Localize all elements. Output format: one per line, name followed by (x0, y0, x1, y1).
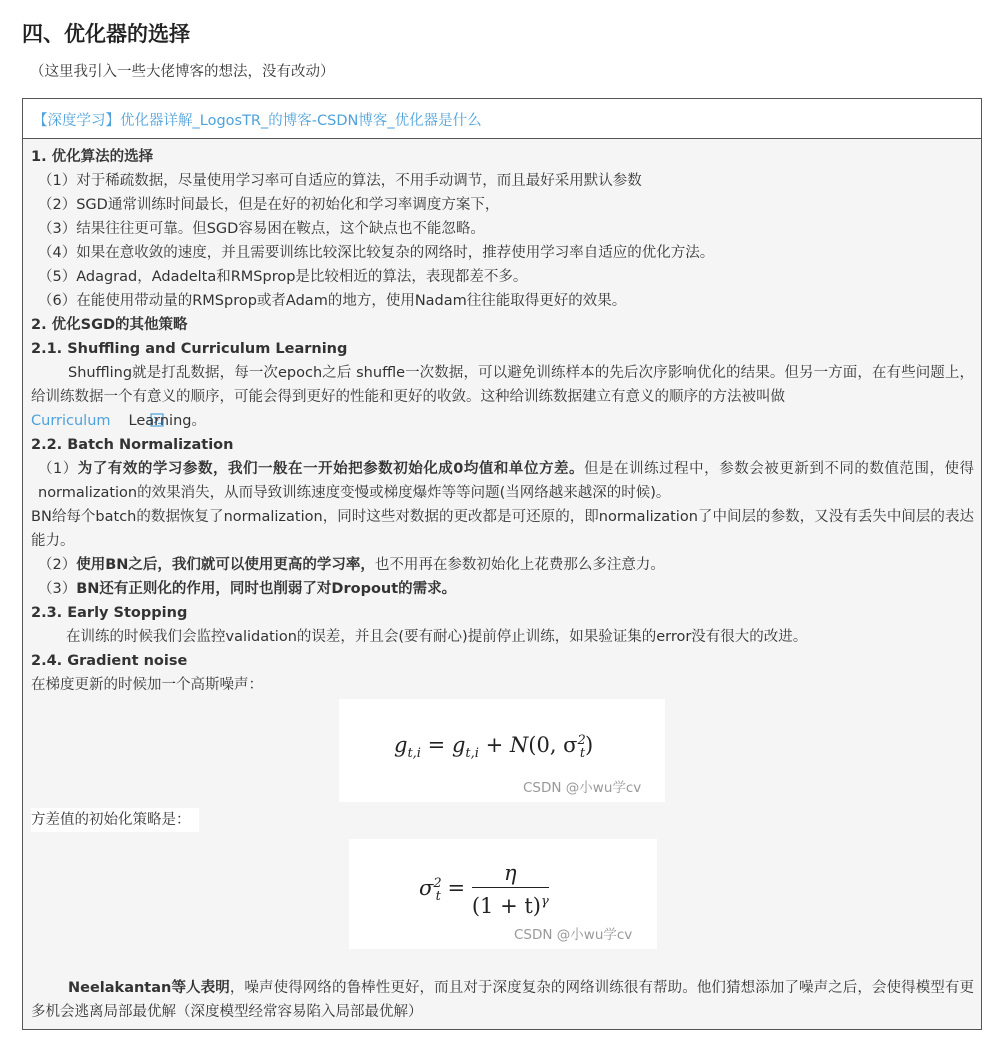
subsection-heading: 2.4. Gradient noise (31, 653, 188, 669)
item-number: （1） (38, 461, 78, 477)
paragraph (31, 577, 974, 601)
paragraph (31, 976, 974, 1024)
paragraph (31, 553, 974, 577)
csdn-watermark: CSDN @小wu学cv (514, 927, 633, 943)
curriculum-link[interactable]: Curriculum (31, 413, 111, 429)
list-item: （6）在能使用带动量的RMSprop或者Adam的地方，使用Nadam往往能取得更好的效果。 (38, 293, 627, 309)
csdn-watermark: CSDN @小wu学cv (523, 780, 642, 796)
variance-label: 方差值的初始化策略是： (31, 808, 199, 832)
paragraph-text: Shuffling就是打乱数据，每一次epoch之后 shuffle一次数据，可以避免训练样本的先后次序影响优化的结果。但另一方面，在有些问题上，给训练数据一个有意义的顺序，可能会得到更好的性能和更好的收敛。这种给训练数据建立有意义的顺序的方法被叫做 (31, 365, 974, 405)
paragraph (31, 361, 974, 433)
reference-link[interactable]: 【深度学习】优化器详解_LogosTR_的博客-CSDN博客_优化器是什么 (33, 113, 482, 129)
formula-expression: $\sigma^2_t$ = $\frac{\eta}{(1 + t)^\gamma}$ (419, 861, 549, 918)
section-heading: 1. 优化算法的选择 (31, 149, 154, 165)
item-number: （2） (38, 557, 77, 573)
paragraph-text: 但是在训练过程中，参数会被更新到不同的数值范围，使得normalization的效果消失，从而导致训练速度变慢或梯度爆炸等等问题(当网络越来越深的时候)。 (38, 461, 975, 501)
paragraph (31, 808, 974, 832)
paragraph: BN给每个batch的数据恢复了normalization，同时这些对数据的更改都是可还原的，即normalization了中间层的参数，又没有丢失中间层的表达能力。 (31, 509, 974, 549)
reference-link-box (23, 99, 981, 139)
section-heading: 2. 优化SGD的其他策略 (31, 317, 188, 333)
blockquote (22, 98, 982, 1030)
variance-formula-image (349, 839, 657, 949)
quote-content (23, 139, 981, 1024)
subsection-heading: 2.1. Shuffling and Curriculum Learning (31, 341, 348, 357)
paragraph-text: ，噪声使得网络的鲁棒性更好，而且对于深度复杂的网络训练很有帮助。他们猜想添加了噪声之后，会使得模型有更多机会逃离局部最优解（深度模型经常容易陷入局部最优解） (31, 980, 974, 1020)
section-note: （这里我引入一些大佬博客的想法，没有改动） (30, 64, 335, 80)
list-item: （1）对于稀疏数据，尽量使用学习率可自适应的算法，不用手动调节，而且最好采用默认参数 (38, 173, 642, 189)
fraction: $\frac{\eta}{(1 + t)^\gamma}$ (471, 861, 549, 918)
list-item: （5）Adagrad，Adadelta和RMSprop是比较相近的算法，表现都差不多。 (38, 269, 528, 285)
bold-text: Neelakantan等人表明 (68, 980, 230, 996)
list-item: （2）SGD通常训练时间最长，但是在好的初始化和学习率调度方案下， (38, 197, 500, 213)
paragraph-text: 也不用再在参数初始化上花费那么多注意力。 (374, 557, 665, 573)
list-item: （4）如果在意收敛的速度，并且需要训练比较深比较复杂的网络时，推荐使用学习率自适应的优化方法。 (38, 245, 715, 261)
article-section-title: 四、优化器的选择 (22, 22, 190, 46)
paragraph-tail: Learning。 (128, 413, 206, 429)
item-number: （3） (38, 581, 77, 597)
list-item: （3）结果往往更可靠。但SGD容易困在鞍点，这个缺点也不能忽略。 (38, 221, 485, 237)
paragraph (31, 457, 974, 505)
paragraph: 在训练的时候我们会监控validation的误差，并且会(要有耐心)提前停止训练，如果验证集的error没有很大的改进。 (66, 629, 808, 645)
gradient-noise-formula-image (339, 699, 665, 802)
bold-text: BN还有正则化的作用，同时也削弱了对Dropout的需求。 (76, 581, 457, 597)
subsection-heading: 2.2. Batch Normalization (31, 437, 234, 453)
external-link-icon[interactable] (113, 411, 127, 425)
paragraph: 在梯度更新的时候加一个高斯噪声： (31, 677, 263, 693)
formula-expression: $g_{t,i} = g_{t,i} + N(0$, $\sigma^2_t$) (394, 733, 594, 762)
bold-text: 为了有效的学习参数，我们一般在一开始把参数初始化成0均值和单位方差。 (77, 461, 585, 477)
subsection-heading: 2.3. Early Stopping (31, 605, 188, 621)
bold-text: 使用BN之后，我们就可以使用更高的学习率， (76, 557, 375, 573)
